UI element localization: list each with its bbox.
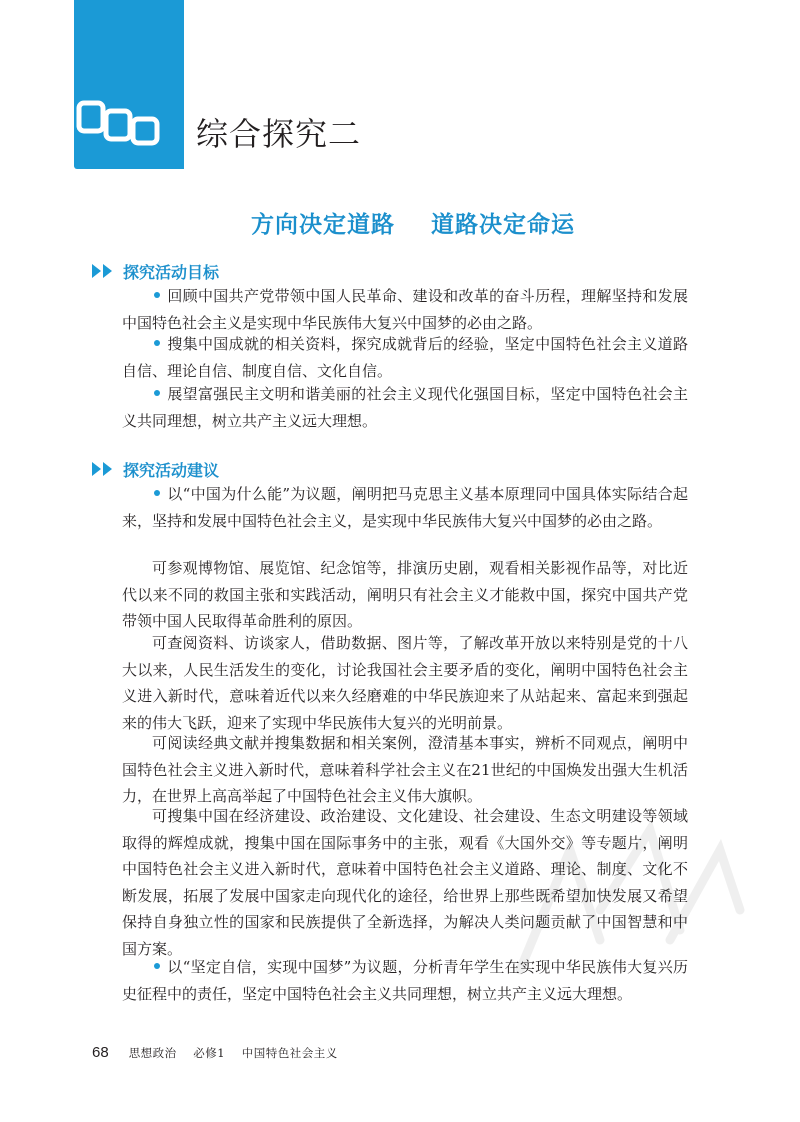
three-linked-squares-icon (76, 96, 162, 146)
bullet-icon (154, 490, 160, 496)
book-title: 思想政治 必修1 中国特色社会主义 (128, 1046, 338, 1060)
bullet-icon (154, 390, 160, 396)
suggestion-detail: 可搜集中国在经济建设、政治建设、文化建设、社会建设、生态文明建设等领域取得的辉煌成就，搜集中国在国际事务中的主张，观看《大国外交》等专题片，阐明中国特色社会主义进入新时代，意味着中国特色社会主义道路、理论、制度、文化不断发展，拓展了发展中国家走向现代化的途径，给世界上那些既希望加快发展又希望保持自身独立性的国家和民族提供了全新选择，为解决人类问题贡献了中国智慧和中国方案。 (122, 807, 688, 958)
page-number: 68 (92, 1044, 109, 1061)
watermark (480, 790, 760, 1000)
suggestion-detail: 可查阅资料、访谈家人，借助数据、图片等，了解改革开放以来特别是党的十八大以来，人民生活发生的变化，讨论我国社会主要矛盾的变化，阐明中国特色社会主义进入新时代，意味着近代以来久经磨难的中华民族迎来了从站起来、富起来到强起来的伟大飞跃，迎来了实现中华民族伟大复兴的光明前景。 (122, 634, 688, 732)
bullet-icon (154, 963, 160, 969)
suggestion-item: 以“坚定自信，实现中国梦”为议题，分析青年学生在实现中华民族伟大复兴历史征程中的责任，坚定中国特色社会主义共同理想，树立共产主义远大理想。 (122, 958, 688, 1003)
goal-item: 搜集中国成就的相关资料，探究成就背后的经验，坚定中国特色社会主义道路自信、理论自信、制度自信、文化自信。 (122, 335, 688, 380)
goals-heading (92, 259, 219, 283)
goal-item: 展望富强民主文明和谐美丽的社会主义现代化强国目标，坚定中国特色社会主义共同理想，树立共产主义远大理想。 (122, 385, 688, 430)
suggestions-heading-label: 探究活动建议 (123, 460, 220, 480)
double-arrow-icon (92, 462, 114, 476)
bullet-icon (154, 292, 160, 298)
page-subtitle: 方向决定道路 道路决定命运 (250, 211, 576, 238)
double-arrow-icon (92, 264, 114, 278)
suggestion-detail: 可阅读经典文献并搜集数据和相关案例，澄清基本事实，辨析不同观点，阐明中国特色社会主义进入新时代，意味着科学社会主义在21世纪的中国焕发出强大生机活力，在世界上高高举起了中国特色社会主义伟大旗帜。 (122, 734, 688, 806)
suggestion-detail: 可参观博物馆、展览馆、纪念馆等，排演历史剧，观看相关影视作品等，对比近代以来不同的救国主张和实践活动，阐明只有社会主义才能救中国，探究中国共产党带领中国人民取得革命胜利的原因。 (122, 559, 688, 631)
suggestions-heading (92, 457, 219, 481)
section-title: 综合探究二 (196, 115, 362, 153)
goal-item: 回顾中国共产党带领中国人民革命、建设和改革的奋斗历程，理解坚持和发展中国特色社会主义是实现中华民族伟大复兴中国梦的必由之路。 (122, 287, 688, 332)
suggestion-item: 以“中国为什么能”为议题，阐明把马克思主义基本原理同中国具体实际结合起来，坚持和发展中国特色社会主义，是实现中华民族伟大复兴中国梦的必由之路。 (122, 485, 688, 530)
footer (92, 1044, 338, 1061)
goals-heading-label: 探究活动目标 (123, 262, 220, 282)
bullet-icon (154, 340, 160, 346)
